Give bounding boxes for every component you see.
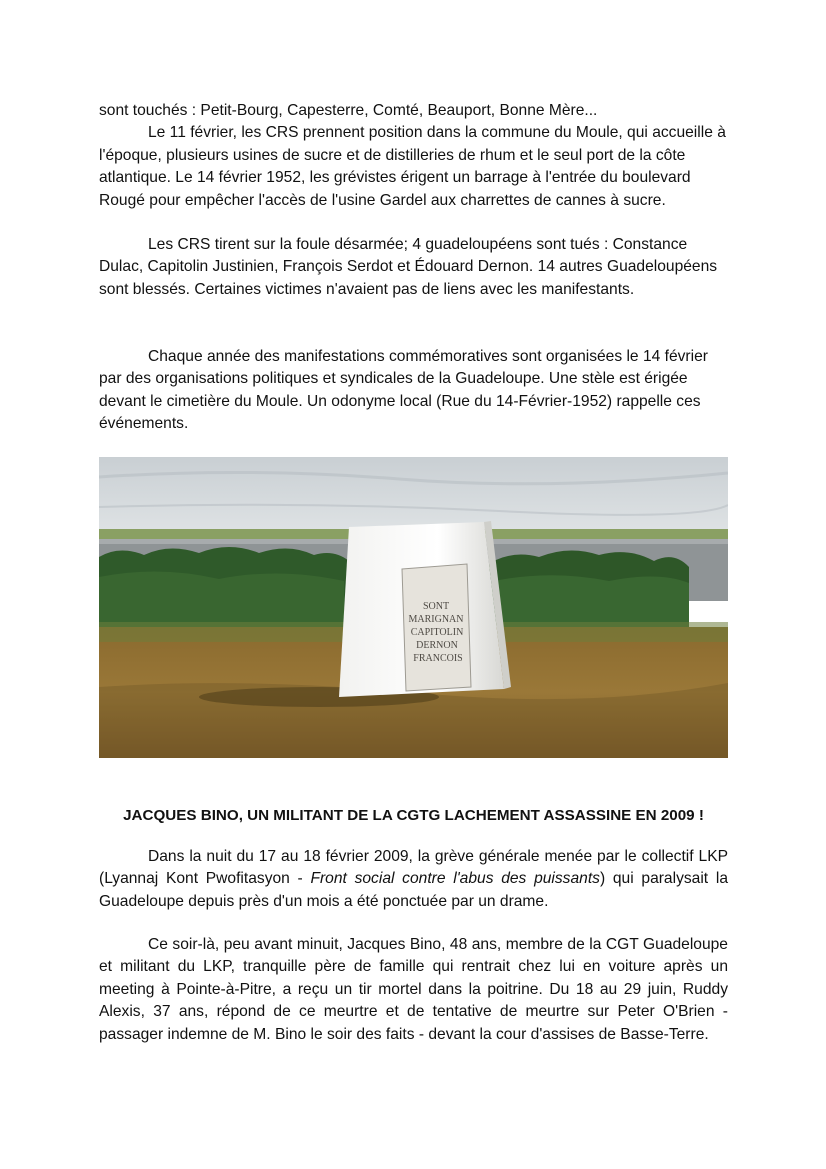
plaque-line-1: SONT: [422, 601, 450, 612]
plaque-line-5: FRANCOIS: [413, 653, 463, 664]
paragraph-lkp-italic: Front social contre l'abus des puissants: [310, 870, 600, 888]
paragraph-lkp: [99, 846, 728, 913]
paragraph-victims: Les CRS tirent sur la foule désarmée; 4 guadeloupéens sont tués : Constance Dulac, Capitolin Justinien, François Serdot et Édouard Dernon. 14 autres Guadeloupéens sont blessés. Certaines victimes n'avaient pas de liens avec les manifestants.: [99, 236, 718, 298]
plaque-line-2: MARIGNAN: [408, 614, 464, 625]
paragraph-lkp-end: ) qui paralysait la Guadeloupe depuis près d'un mois a été ponctuée par un drame.: [99, 870, 728, 910]
memorial-stele-photo: [99, 457, 728, 758]
paragraph-commemoration: Chaque année des manifestations commémoratives sont organisées le 14 février par des organisations politiques et syndicales de la Guadeloupe. Une stèle est érigée devant le cimetière du Moule. Un odonyme local (Rue du 14-Février-1952) rappelle ces événements.: [99, 348, 708, 433]
paragraph-bino-block: [99, 934, 728, 1046]
paragraph-victims-block: [99, 234, 728, 301]
paragraph-commemoration-block: [99, 346, 728, 436]
continuation-line: sont touchés : Petit-Bourg, Capesterre, Comté, Beauport, Bonne Mère...: [99, 102, 598, 119]
paragraph-lkp-start: Dans la nuit du 17 au 18 février 2009, la grève générale menée par le collectif LKP (Lyannaj Kont Pwofitasyon -: [99, 848, 728, 888]
paragraph-crs-position: Le 11 février, les CRS prennent position dans la commune du Moule, qui accueille à l'époque, plusieurs usines de sucre et de distilleries de rhum et le seul port de la côte atlantique. Le 14 février 1952, les grévistes érigent un barrage à l'entrée du boulevard Rougé pour empêcher l'accès de l'usine Gardel aux charrettes de cannes à sucre.: [99, 124, 726, 209]
paragraph-lkp-block: [99, 846, 728, 913]
paragraph-bino: Ce soir-là, peu avant minuit, Jacques Bino, 48 ans, membre de la CGT Guadeloupe et militant du LKP, tranquille père de famille qui rentrait chez lui en voiture après un meeting à Pointe-à-Pitre, a reçu un tir mortel dans la poitrine. Du 18 au 29 juin, Ruddy Alexis, 37 ans, répond de ce meurtre et de tentative de meurtre sur Peter O'Brien - passager indemne de M. Bino le soir des faits - devant la cour d'assises de Basse-Terre.: [99, 936, 728, 1043]
top-text-block: [99, 100, 728, 212]
plaque-line-4: DERNON: [416, 640, 458, 651]
section-heading: JACQUES BINO, UN MILITANT DE LA CGTG LACHEMENT ASSASSINE EN 2009 !: [123, 807, 704, 824]
plaque-line-3: CAPITOLIN: [410, 627, 464, 638]
